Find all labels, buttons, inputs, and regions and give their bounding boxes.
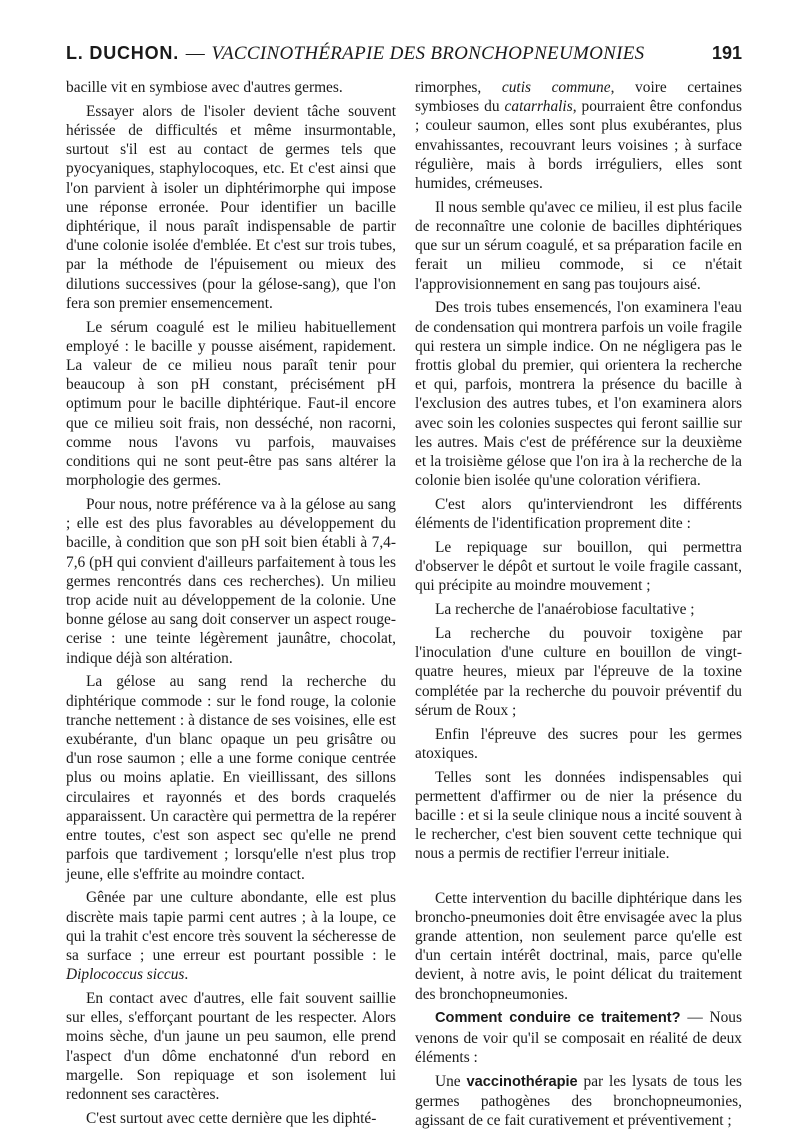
header-dash: — (185, 43, 205, 64)
text-run: — Nous venons de voir qu'il se composait en réalité de deux éléments : (415, 1009, 742, 1066)
paragraph: C'est alors qu'interviendront les différents éléments de l'identification proprement dite : (415, 496, 742, 533)
paragraph: Cette intervention du bacille diphtérique dans les broncho-pneumonies doit être envisagée avec la plus grande attention, non seulement parce qu'elle est d'un certain intérêt doctrinal, mais, parce qu'elle devient, à notre avis, le point délicat du traitement des bronchopneumonies. (415, 889, 742, 1003)
paragraph (415, 1072, 742, 1131)
text-run: , voire certaines symbioses du (415, 79, 742, 116)
paragraph: C'est surtout avec cette dernière que les diphté- (86, 1109, 377, 1127)
bold-term: vaccinothérapie (466, 1073, 578, 1090)
running-header (66, 40, 742, 67)
paragraph: En contact avec d'autres, elle fait souvent saillie sur elles, s'efforçant pourtant de les respecter. Alors moins sèche, d'un jaune un peu saumon, elle prend l'aspect d'un dôme enchatonné d'un rebord en margelle. Son repiquage et son isolement lui redonnent ses caractères. (66, 989, 396, 1103)
text-run: . (184, 966, 189, 984)
paragraph: Enfin l'épreuve des sucres pour les germes atoxiques. (415, 725, 742, 762)
right-column (415, 78, 742, 1135)
text-run: , pourraient être confondus ; couleur saumon, elles sont plus exubérantes, plus envahissantes, recouvrant leurs voisines ; à surface régulière, mais à bords irréguliers, elles sont humides, crémeuses. (415, 98, 742, 193)
paragraph: Des trois tubes ensemencés, l'on examinera l'eau de condensation qui montrera parfois un voile fragile qui restera un simple indice. On ne négligera pas le frottis global du premier, qui orientera la recherche et qui, parfois, montrera la présence du bacille à l'exclusion des autres tubes, et l'on examinera alors avec soin les colonies suspectes qui feront saillie sur les autres. Mais c'est de préférence sur la deuxième et la troisième gélose que l'on ira à la recherche de la colonie bien isolée qu'une coloration vérifiera. (415, 299, 742, 490)
italic-term: catarrhalis (504, 98, 573, 116)
header-title: VACCINOTHÉRAPIE DES BRONCHOPNEUMONIES (211, 43, 645, 64)
paragraph: La gélose au sang rend la recherche du diphtérique commode : sur le fond rouge, la colonie tranche nettement : à distance de ses voisines, elle est exubérante, d'un blanc opaque un peu grisâtre ou d'un rose saumon ; elle a une forme conique centrée plus ou moins aplatie. En vieillissant, des sillons circulaires et rayonnés et des bords craquelés apparaissent. Un caractère qui permettra de la repérer entre toutes, c'est son aspect sec qu'elle ne prend parfois que tardivement ; lorsqu'elle n'est plus trop jeune, elle s'effrite au moindre contact. (66, 673, 396, 883)
paragraph (66, 888, 396, 984)
paragraph: Le repiquage sur bouillon, qui permettra d'observer le dépôt et surtout le voile fragile cassant, qui précipite au moindre mouvement ; (415, 539, 742, 595)
paragraph: La recherche de l'anaérobiose facultative ; (435, 601, 695, 619)
italic-term: Diplococcus siccus (66, 966, 185, 984)
paragraph: Pour nous, notre préférence va à la gélose au sang ; elle est des plus favorables au développement du bacille, à condition que son pH soit bien établi à 7,4-7,6 (pH qui convient d'ailleurs parfaitement à tous les germes rencontrés dans ces recherches). Un milieu trop acide nuit au développement de la colonie. Une bonne gélose au sang doit conserver un aspect rouge-cerise : une teinte légèrement jaunâtre, chocolat, indique déjà son altération. (66, 496, 396, 667)
text-run: Une (435, 1072, 467, 1090)
paragraph (415, 78, 742, 193)
paragraph: Essayer alors de l'isoler devient tâche souvent hérissée de difficultés et même insurmontable, surtout s'il est au contact de germes tels que pyocyaniques, staphylocoques, etc. Et c'est ainsi que l'on parvient à isoler un diphtérimorphe qui impose une réponse erronée. Pour identifier un bacille diphtérique, il nous paraît indispensable de partir d'une colonie isolée d'emblée. Et c'est sur trois tubes, par la méthode de l'épuisement ou mieux des dilutions successives (pour la gélose-sang), que l'on fera son premier ensemencement. (66, 102, 396, 312)
paragraph (415, 1008, 742, 1067)
text-run: par les lysats de tous les germes pathogènes des bronchopneumonies, agissant de ce fait curativement et préventivement ; (415, 1072, 743, 1130)
text-run: rimorphes, (415, 79, 502, 96)
paragraph: Il nous semble qu'avec ce milieu, il est plus facile de reconnaître une colonie de bacilles diphtériques que sur un sérum coagulé, et sa préparation facile en ferait un milieu commode, si ce n'était l'approvisionnement en sang pas toujours aisé. (415, 198, 742, 293)
header-author: L. DUCHON. (66, 43, 179, 63)
section-heading: Comment conduire ce traitement? (435, 1010, 681, 1027)
page-number: 191 (711, 43, 742, 63)
left-column (66, 78, 396, 1133)
italic-term: cutis commune (501, 79, 611, 96)
text-run: Gênée par une culture abondante, elle est plus discrète mais tapie parmi cent autres ; à la loupe, ce qui la trahit c'est encore très souvent la sécheresse de sa surface ; une erreur est pourtant possible : le (66, 889, 396, 964)
paragraph: La recherche du pouvoir toxigène par l'inoculation d'une culture en bouillon de vingt-quatre heures, mieux par l'épreuve de la toxine complétée par la recherche du pouvoir préventif du sérum de Roux ; (415, 625, 742, 719)
paragraph: bacille vit en symbiose avec d'autres germes. (66, 79, 343, 96)
paragraph: Telles sont les données indispensables qui permettent d'affirmer ou de nier la présence du bacille : et si la seule clinique nous a incité souvent à le rechercher, c'est bien souvent cette technique qui nous a permis de rectifier l'erreur initiale. (415, 768, 742, 863)
paragraph: Le sérum coagulé est le milieu habituellement employé : le bacille y pousse aisément, rapidement. La valeur de ce milieu nous paraît tenir pour beaucoup à son pH constant, précisément pH optimum pour le bacille diphtérique. Faut-il encore que ce milieu soit frais, non desséché, non racorni, comme nous l'avons vu parfois, mauvaises conditions qui ne sont peut-être pas sans altérer la morphologie des germes. (66, 318, 396, 490)
